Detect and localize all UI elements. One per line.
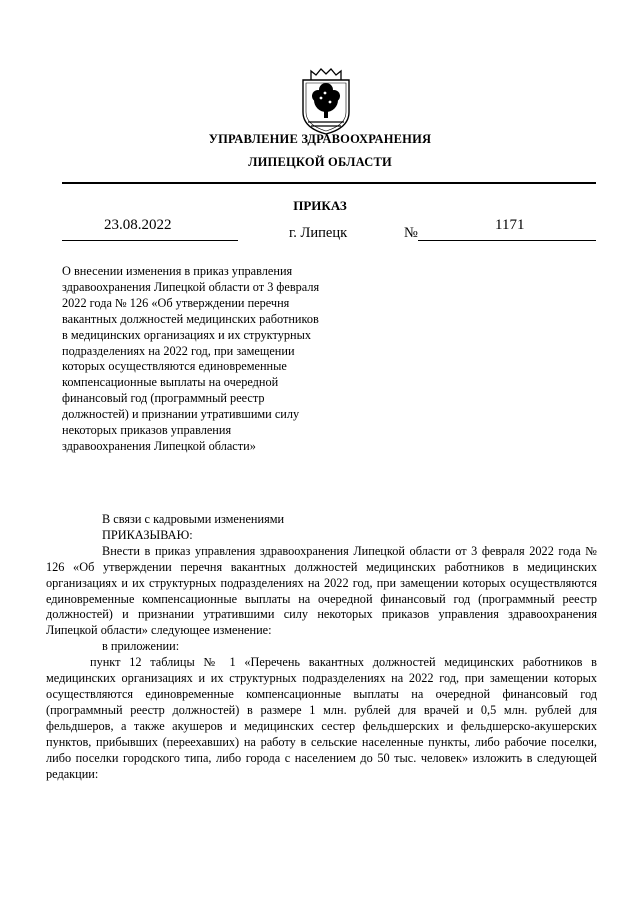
body-paragraph-appendix: в приложении: <box>102 639 180 654</box>
order-city: г. Липецк <box>289 225 348 241</box>
body-paragraph-item: пункт 12 таблицы № 1 «Перечень вакантных должностей медицинских работников в медицинских организациях и их структурных подразделениях на 2022 год, при замещении которых осуществляются единовременные компенсационные выплаты на очередной финансовый год (программный реестр должностей) в размере 1 млн. рублей для врачей и 0,5 млн. рублей для фельдшеров, а также акушеров и медицинских сестер фельдшерских и фельдшерско-акушерских пунктов, прибывших (переехавших) на работу в сельские населенные пункты, либо рабочие поселки, либо поселки городского типа, либо города с населением до 50 тыс. человек» изложить в следующей редакции: <box>46 655 597 781</box>
order-number: 1171 <box>495 217 525 233</box>
body-paragraph-amend: Внести в приказ управления здравоохранения Липецкой области от 3 февраля 2022 года № 126 «Об утверждении перечня вакантных должностей медицинских работников в медицинских организациях и их структурных подразделениях на 2022 год, при замещении которых осуществляются единовременные компенсационные выплаты на очередной финансовый год (программный реестр должностей) и признании утратившими силу некоторых приказов управления здравоохранения Липецкой области» следующее изменение: <box>46 543 597 638</box>
order-subject: О внесении изменения в приказ управления здравоохранения Липецкой области от 3 февраля 2022 года № 126 «Об утверждении перечня вакантных должностей медицинских работников в медицинских организациях и их структурных подразделениях на 2022 год, при замещении которых осуществляются единовременные компенсационные выплаты на очередной финансовый год (программный реестр должностей) и признании утратившими силу некоторых приказов управления здравоохранения Липецкой области» <box>62 264 320 453</box>
order-title: ПРИКАЗ <box>293 198 347 213</box>
order-number-sign: № <box>404 225 418 241</box>
order-body <box>46 512 597 782</box>
org-name-line1: УПРАВЛЕНИЕ ЗДРАВООХРАНЕНИЯ <box>208 132 432 146</box>
number-underline <box>418 240 596 241</box>
coat-of-arms-icon <box>297 66 355 136</box>
header-divider <box>62 182 596 184</box>
body-paragraph-order: ПРИКАЗЫВАЮ: <box>102 527 193 542</box>
order-date: 23.08.2022 <box>104 217 172 233</box>
body-paragraph-reason: В связи с кадровыми изменениями <box>102 512 285 526</box>
org-name-line2: ЛИПЕЦКОЙ ОБЛАСТИ <box>248 155 392 169</box>
date-underline <box>62 240 238 241</box>
